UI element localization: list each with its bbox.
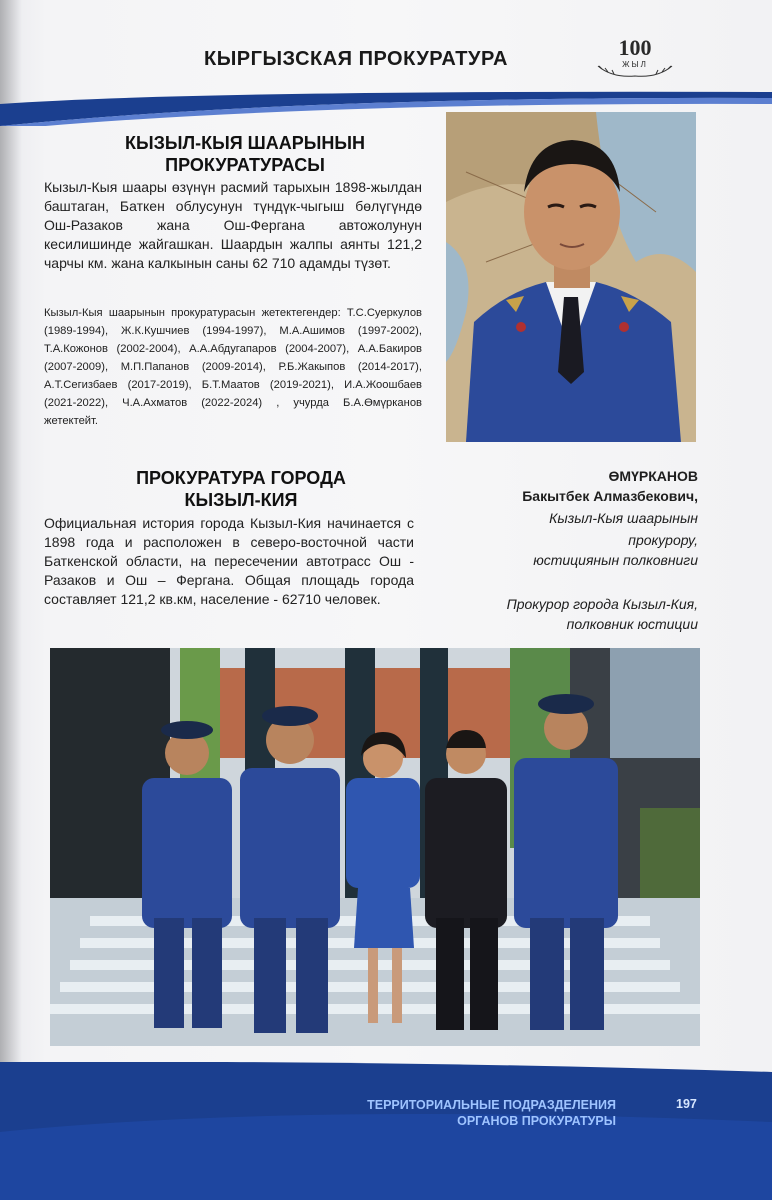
footer-band — [0, 1062, 772, 1200]
caption-role-kg-1: Кызыл-Кыя шаарынын — [549, 510, 698, 526]
kg-leaders-list: Кызыл-Кыя шаарынын прокуратурасын жетектегендер: Т.С.Суеркулов (1989-1994), Ж.К.Кушчиев (1994-1997), М.А.Ашимов (1997-2002), Т.А.Кожонов (2002-2004), А.А.Абдугапаров (2004-2007), А.А.Бакиров (2007-2009), М.П.Папанов (2009-2014), Р.Б.Жакыпов (2014-2017), А.Т.Сегизбаев (2017-2019), Б.Т.Маатов (2019-2021), И.А.Жоошбаев (2021-2022), Ч.А.Ахматов (2022-2024) , учурда Б.А.Өмүрканов жетектейт. — [44, 307, 422, 427]
ru-section-title: ПРОКУРАТУРА ГОРОДА КЫЗЫЛ-КИЯ — [136, 468, 346, 510]
kg-paragraph: Кызыл-Кыя шаары өзүнүн расмий тарыхын 1898-жылдан баштаган, Баткен облусунун түндүк-чыгыш бөлүгүндө Ош-Разаков жана Ош-Фергана автожолунун кесилишинде жайгашкан. Шаардын жалпы аянты 121,2 чарчы км. жана калкынын саны 62 710 адамды түзөт. — [44, 179, 422, 271]
footer-line-2: ОРГАНОВ ПРОКУРАТУРЫ — [457, 1114, 616, 1128]
footer-section-title — [316, 1097, 616, 1129]
laurel-wreath-icon — [592, 62, 678, 80]
footer-line-1: ТЕРРИТОРИАЛЬНЫЕ ПОДРАЗДЕЛЕНИЯ — [367, 1098, 616, 1112]
centenary-logo — [592, 36, 678, 82]
logo-subtitle: ЖЫЛ — [622, 60, 648, 69]
page-number: 197 — [676, 1097, 697, 1111]
prosecutor-portrait — [446, 112, 696, 442]
page-header-title: КЫРГЫЗСКАЯ ПРОКУРАТУРА — [204, 48, 508, 70]
caption-surname: ӨМҮРКАНОВ — [608, 468, 698, 484]
caption-role-kg-3: юстициянын полковниги — [533, 552, 698, 568]
logo-number: 100 — [618, 35, 652, 60]
staff-group-photo — [50, 648, 700, 1046]
group-photo-illustration — [50, 648, 700, 1046]
portrait-illustration — [446, 112, 696, 442]
caption-role-kg-2: прокурору, — [628, 532, 698, 548]
caption-role-ru-1: Прокурор города Кызыл-Кия, — [506, 596, 698, 612]
ru-paragraph: Официальная история города Кызыл-Кия начинается с 1898 года и расположен в северо-восточной части Баткенской области, на пересечении автотрасс Ош - Разаков и Ош – Фергана. Общая площадь города составляет 121,2 кв.км, население - 62710 человек. — [44, 515, 414, 607]
caption-role-ru-2: полковник юстиции — [566, 616, 698, 632]
page-spine-shadow — [0, 0, 22, 1200]
kg-section-title: КЫЗЫЛ-КЫЯ ШААРЫНЫН ПРОКУРАТУРАСЫ — [124, 133, 365, 175]
caption-name: Бакытбек Алмазбекович, — [522, 488, 698, 504]
